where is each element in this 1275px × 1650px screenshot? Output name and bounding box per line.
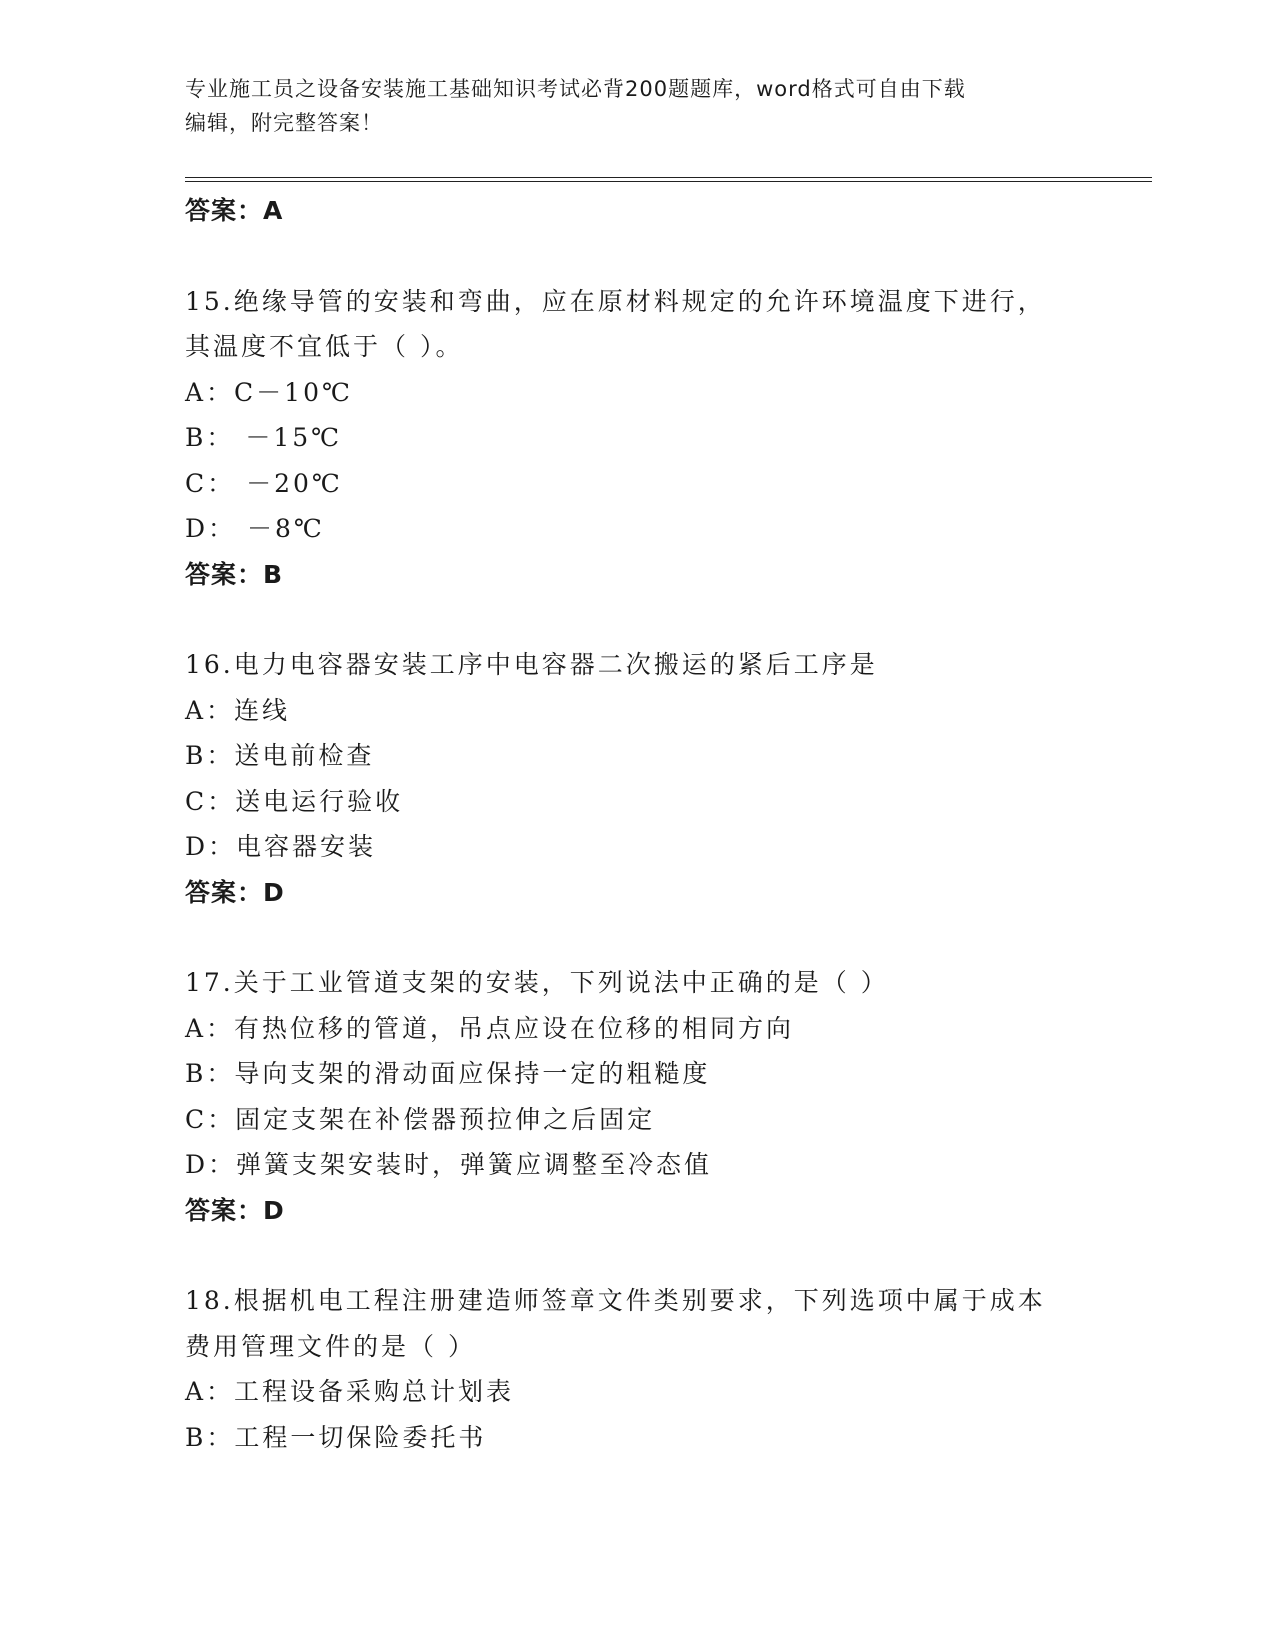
question-18-stem-1: 18.根据机电工程注册建造师签章文件类别要求，下列选项中属于成本 bbox=[185, 1286, 1046, 1315]
header-divider bbox=[185, 177, 1152, 178]
question-15-option-c: C： －20℃ bbox=[185, 468, 343, 498]
spacer bbox=[185, 597, 1085, 642]
question-17-answer: 答案：D bbox=[185, 1195, 285, 1225]
answer-14: 答案：A bbox=[185, 196, 284, 225]
header-line-1: 专业施工员之设备安装施工基础知识考试必背200题题库，word格式可自由下载 bbox=[185, 77, 966, 101]
question-17-stem-1: 17.关于工业管道支架的安装，下列说法中正确的是（ ） bbox=[185, 968, 889, 997]
question-18-option-b: B：工程一切保险委托书 bbox=[185, 1422, 487, 1452]
question-17 bbox=[185, 960, 1085, 1233]
question-15 bbox=[185, 279, 1085, 598]
question-16-option-c: C：送电运行验收 bbox=[185, 786, 404, 816]
question-17-option-c: C：固定支架在补偿器预拉伸之后固定 bbox=[185, 1104, 656, 1134]
spacer bbox=[185, 915, 1085, 960]
header-divider-secondary bbox=[185, 181, 1152, 182]
question-16-option-a: A：连线 bbox=[185, 695, 291, 725]
question-17-option-d: D：弹簧支架安装时，弹簧应调整至冷态值 bbox=[185, 1150, 713, 1179]
question-16-answer: 答案：D bbox=[185, 877, 285, 907]
question-15-option-a: A：C－10℃ bbox=[185, 377, 353, 407]
question-15-option-d: D： －8℃ bbox=[185, 514, 325, 543]
question-18-option-a: A：工程设备采购总计划表 bbox=[185, 1377, 515, 1406]
question-16 bbox=[185, 642, 1085, 915]
question-list bbox=[185, 188, 1085, 1460]
question-15-answer: 答案：B bbox=[185, 559, 284, 589]
question-18 bbox=[185, 1278, 1085, 1460]
spacer bbox=[185, 1233, 1085, 1278]
question-16-option-b: B：送电前检查 bbox=[185, 741, 375, 770]
question-16-option-d: D：电容器安装 bbox=[185, 832, 377, 861]
question-15-stem-2: 其温度不宜低于（ ）。 bbox=[185, 332, 464, 361]
question-15-option-b: B： －15℃ bbox=[185, 423, 343, 452]
spacer bbox=[185, 234, 1085, 279]
question-16-stem-1: 16.电力电容器安装工序中电容器二次搬运的紧后工序是 bbox=[185, 650, 878, 679]
question-15-stem-1: 15.绝缘导管的安装和弯曲，应在原材料规定的允许环境温度下进行， bbox=[185, 286, 1046, 316]
question-17-option-a: A：有热位移的管道，吊点应设在位移的相同方向 bbox=[185, 1013, 795, 1043]
question-18-stem-2: 费用管理文件的是（ ） bbox=[185, 1331, 476, 1361]
question-17-option-b: B：导向支架的滑动面应保持一定的粗糙度 bbox=[185, 1059, 711, 1088]
header-line-2: 编辑，附完整答案！ bbox=[185, 111, 383, 135]
document-header bbox=[185, 72, 1065, 140]
